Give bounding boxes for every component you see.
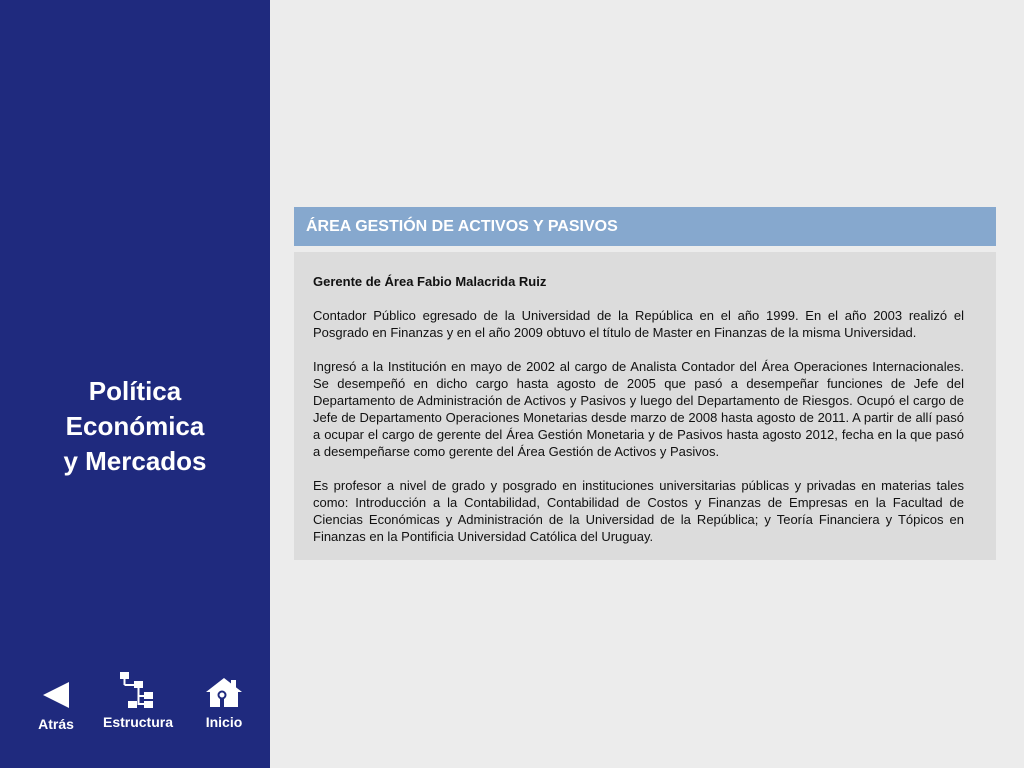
- sidebar-title: [0, 374, 270, 479]
- back-label: Atrás: [38, 716, 74, 732]
- back-button[interactable]: [30, 680, 82, 732]
- panel-content: [313, 273, 964, 545]
- home-button[interactable]: [198, 676, 250, 730]
- sidebar: [0, 0, 270, 768]
- house-icon: [204, 676, 244, 708]
- bio-paragraph-teaching: Es profesor a nivel de grado y posgrado en instituciones universitarias públicas y privadas en materias tales como: Introducción a la Contabilidad, Contabilidad de Costos y Finanzas de Empresas en la Facultad de Ciencias Económicas y Administración de la Universidad de la República; y Teoría Financiera y Tópicos en Finanzas en la Pontificia Universidad Católica del Uruguay.: [313, 478, 964, 544]
- bio-paragraph-education: Contador Público egresado de la Universidad de la República en el año 1999. En el año 2003 realizó el Posgrado en Finanzas y en el año 2009 obtuvo el título de Master en Finanzas de la misma Universidad.: [313, 308, 964, 340]
- structure-label: Estructura: [102, 714, 174, 730]
- org-chart-icon: [118, 670, 158, 710]
- home-label: Inicio: [205, 714, 243, 730]
- structure-button[interactable]: [98, 670, 178, 730]
- bio-paragraph-career: Ingresó a la Institución en mayo de 2002 al cargo de Analista Contador del Área Operaciones Internacionales. Se desempeñó en dicho cargo hasta agosto de 2005 que pasó a desempeñar funciones de Jefe del Departamento de Administración de Activos y Pasivos y luego del Departamento de Riesgos. Ocupó el cargo de Jefe de Departamento Operaciones Monetarias desde marzo de 2008 hasta agosto de 2011. A partir de allí pasó a ocupar el cargo de gerente del Área Gestión Monetaria y de Pasivos hasta agosto 2012, fecha en la que pasó a desempeñarse como gerente del Área Gestión de Activos y Pasivos.: [313, 359, 964, 459]
- panel-header: ÁREA GESTIÓN DE ACTIVOS Y PASIVOS: [294, 207, 996, 246]
- triangle-left-icon: [41, 680, 71, 710]
- manager-name: Gerente de Área Fabio Malacrida Ruiz: [313, 274, 547, 289]
- sidebar-title-line1: Política: [88, 376, 182, 406]
- sidebar-title-line3: y Mercados: [63, 446, 207, 476]
- sidebar-title-line2: Económica: [65, 411, 205, 441]
